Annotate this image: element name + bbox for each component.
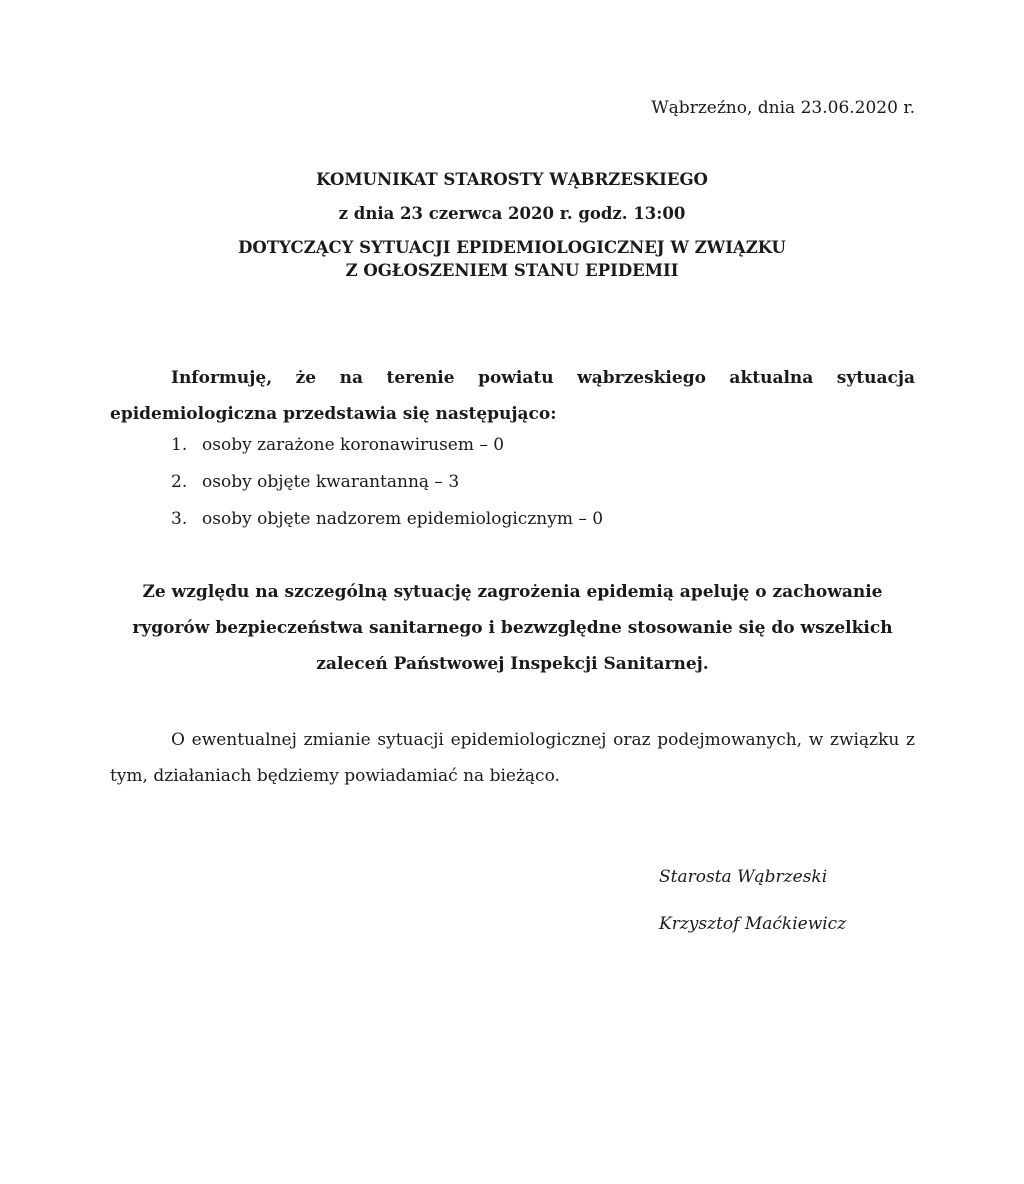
list-item: [110, 504, 915, 541]
appeal-line-3: zaleceń Państwowej Inspekcji Sanitarnej.: [316, 654, 709, 674]
signature-title: Starosta Wąbrzeski: [659, 867, 828, 887]
list-item-text: osoby objęte nadzorem epidemiologicznym – 0: [202, 509, 604, 529]
title-line-3: DOTYCZĄCY SYTUACJI EPIDEMIOLOGICZNEJ W ZWIĄZKU: [238, 238, 786, 257]
signature-block: [659, 862, 846, 956]
appeal-line-1: Ze względu na szczególną sytuację zagrożenia epidemią apeluję o zachowanie: [142, 582, 883, 602]
title-line-1: KOMUNIKAT STAROSTY WĄBRZESKIEGO: [316, 170, 708, 189]
title-line-4: Z OGŁOSZENIEM STANU EPIDEMII: [345, 261, 679, 280]
signature-name: Krzysztof Maćkiewicz: [659, 914, 847, 934]
title-line-2: z dnia 23 czerwca 2020 r. godz. 13:00: [338, 204, 686, 223]
appeal-paragraph: [110, 574, 915, 682]
list-item: [110, 467, 915, 504]
status-list: [110, 430, 915, 541]
appeal-line-2: rygorów bezpieczeństwa sanitarnego i bezwzględne stosowanie się do wszelkich: [132, 618, 893, 638]
list-item-text: osoby zarażone koronawirusem – 0: [202, 435, 505, 455]
list-item: [110, 430, 915, 467]
list-item-number: 2.: [171, 472, 188, 492]
closing-paragraph: O ewentualnej zmianie sytuacji epidemiologicznej oraz podejmowanych, w związku z tym, działaniach będziemy powiadamiać na bieżąco.: [110, 730, 915, 786]
intro-paragraph: Informuję, że na terenie powiatu wąbrzeskiego aktualna sytuacja epidemiologiczna przedstawia się następująco:: [110, 368, 915, 424]
list-item-text: osoby objęte kwarantanną – 3: [202, 472, 460, 492]
list-item-number: 1.: [171, 435, 188, 455]
date-line: Wąbrzeźno, dnia 23.06.2020 r.: [651, 98, 915, 118]
document-title: [0, 170, 1024, 282]
list-item-number: 3.: [171, 509, 188, 529]
